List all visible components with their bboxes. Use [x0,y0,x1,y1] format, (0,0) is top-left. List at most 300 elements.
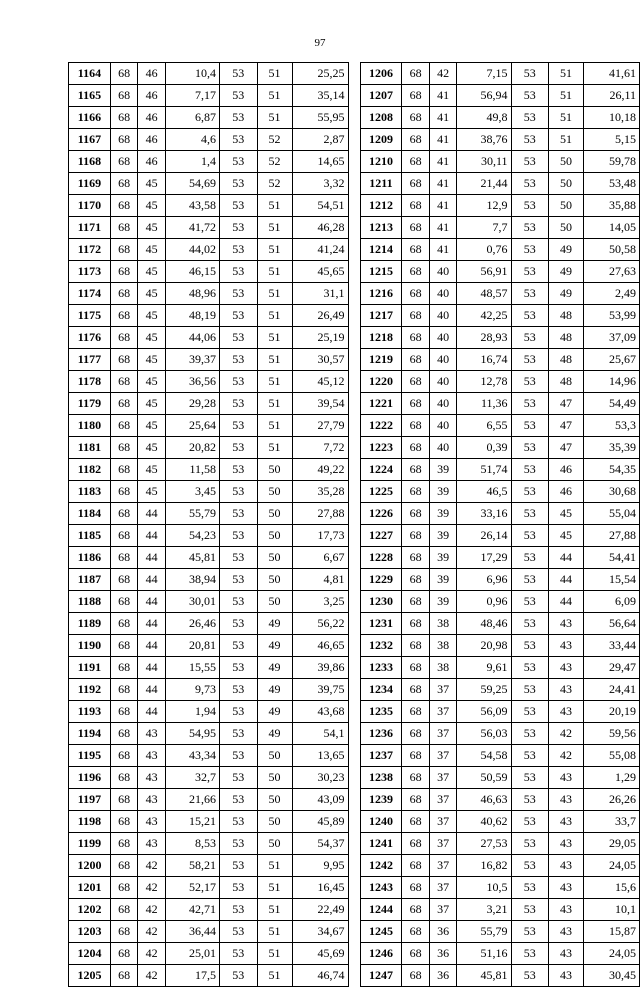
lat-min-cell: 40 [429,393,456,415]
lon-deg-cell: 53 [511,635,549,657]
lon-sec-cell: 45,89 [292,811,348,833]
point-id-cell: 1225 [360,481,402,503]
table-row [69,459,349,481]
lat-sec-cell: 28,93 [457,327,511,349]
lat-deg-cell: 68 [402,195,429,217]
lon-min-cell: 49 [257,701,292,723]
table-row [360,107,640,129]
lat-sec-cell: 17,29 [457,547,511,569]
lat-deg-cell: 68 [110,965,137,987]
table-row [360,569,640,591]
lon-min-cell: 45 [549,503,584,525]
lon-sec-cell: 45,12 [292,371,348,393]
lon-min-cell: 50 [257,569,292,591]
lon-sec-cell: 24,41 [584,679,640,701]
lon-sec-cell: 30,23 [292,767,348,789]
lon-min-cell: 43 [549,877,584,899]
lat-min-cell: 44 [138,701,165,723]
lon-min-cell: 45 [549,525,584,547]
lat-min-cell: 44 [138,613,165,635]
table-row [360,481,640,503]
table-row [69,943,349,965]
lat-deg-cell: 68 [402,767,429,789]
lon-deg-cell: 53 [511,85,549,107]
lat-min-cell: 45 [138,415,165,437]
lat-deg-cell: 68 [402,745,429,767]
lat-deg-cell: 68 [402,437,429,459]
table-row [360,701,640,723]
lat-sec-cell: 1,4 [165,151,219,173]
table-row [69,261,349,283]
lat-deg-cell: 68 [402,393,429,415]
lat-min-cell: 45 [138,481,165,503]
lat-min-cell: 37 [429,701,456,723]
table-row [69,85,349,107]
lon-sec-cell: 39,54 [292,393,348,415]
point-id-cell: 1194 [69,723,111,745]
lat-sec-cell: 6,96 [457,569,511,591]
point-id-cell: 1182 [69,459,111,481]
lon-sec-cell: 41,24 [292,239,348,261]
table-row [69,481,349,503]
lon-sec-cell: 43,09 [292,789,348,811]
lat-deg-cell: 68 [402,85,429,107]
point-id-cell: 1219 [360,349,402,371]
point-id-cell: 1196 [69,767,111,789]
lon-sec-cell: 5,15 [584,129,640,151]
lat-deg-cell: 68 [402,547,429,569]
lon-deg-cell: 53 [220,591,258,613]
point-id-cell: 1199 [69,833,111,855]
lat-sec-cell: 25,64 [165,415,219,437]
point-id-cell: 1192 [69,679,111,701]
lon-sec-cell: 54,35 [584,459,640,481]
lon-sec-cell: 3,25 [292,591,348,613]
lat-sec-cell: 12,9 [457,195,511,217]
lat-sec-cell: 0,96 [457,591,511,613]
lat-min-cell: 46 [138,151,165,173]
lon-deg-cell: 53 [220,635,258,657]
lat-deg-cell: 68 [110,833,137,855]
lon-sec-cell: 24,05 [584,855,640,877]
lon-min-cell: 51 [257,107,292,129]
lat-min-cell: 37 [429,811,456,833]
lon-sec-cell: 24,05 [584,943,640,965]
lat-deg-cell: 68 [402,129,429,151]
lat-sec-cell: 45,81 [457,965,511,987]
lon-deg-cell: 53 [511,239,549,261]
lat-sec-cell: 36,56 [165,371,219,393]
lat-deg-cell: 68 [402,899,429,921]
lat-deg-cell: 68 [110,635,137,657]
lon-min-cell: 48 [549,349,584,371]
lon-sec-cell: 55,95 [292,107,348,129]
point-id-cell: 1183 [69,481,111,503]
lat-min-cell: 39 [429,503,456,525]
lat-deg-cell: 68 [110,63,137,85]
table-row [360,327,640,349]
table-row [360,85,640,107]
lat-min-cell: 42 [138,965,165,987]
lat-deg-cell: 68 [110,723,137,745]
lat-sec-cell: 15,21 [165,811,219,833]
lat-min-cell: 44 [138,657,165,679]
lon-sec-cell: 10,1 [584,899,640,921]
lat-min-cell: 40 [429,283,456,305]
lon-min-cell: 43 [549,921,584,943]
lon-sec-cell: 16,45 [292,877,348,899]
lon-sec-cell: 25,19 [292,327,348,349]
lat-sec-cell: 0,39 [457,437,511,459]
lon-deg-cell: 53 [220,283,258,305]
point-id-cell: 1243 [360,877,402,899]
point-id-cell: 1245 [360,921,402,943]
table-row [360,833,640,855]
lat-min-cell: 43 [138,811,165,833]
lat-min-cell: 37 [429,789,456,811]
lon-min-cell: 49 [257,635,292,657]
lon-deg-cell: 53 [511,855,549,877]
lat-deg-cell: 68 [402,965,429,987]
point-id-cell: 1201 [69,877,111,899]
lon-deg-cell: 53 [220,569,258,591]
lon-deg-cell: 53 [220,305,258,327]
lon-deg-cell: 53 [220,613,258,635]
table-row [360,437,640,459]
lat-min-cell: 45 [138,261,165,283]
lon-deg-cell: 53 [511,503,549,525]
point-id-cell: 1170 [69,195,111,217]
point-id-cell: 1216 [360,283,402,305]
lat-deg-cell: 68 [110,811,137,833]
lon-sec-cell: 33,44 [584,635,640,657]
lon-min-cell: 51 [257,195,292,217]
lon-sec-cell: 59,56 [584,723,640,745]
table-row [360,393,640,415]
lat-sec-cell: 44,06 [165,327,219,349]
lon-sec-cell: 30,45 [584,965,640,987]
lat-sec-cell: 54,23 [165,525,219,547]
lon-min-cell: 43 [549,811,584,833]
lon-min-cell: 51 [257,261,292,283]
lon-deg-cell: 53 [511,173,549,195]
lon-deg-cell: 53 [220,261,258,283]
lat-sec-cell: 44,02 [165,239,219,261]
lat-sec-cell: 56,91 [457,261,511,283]
lon-min-cell: 43 [549,767,584,789]
point-id-cell: 1220 [360,371,402,393]
table-row [360,349,640,371]
lon-sec-cell: 14,65 [292,151,348,173]
point-id-cell: 1242 [360,855,402,877]
lon-min-cell: 43 [549,965,584,987]
table-row [69,129,349,151]
lon-deg-cell: 53 [511,767,549,789]
lon-deg-cell: 53 [511,437,549,459]
lon-deg-cell: 53 [220,129,258,151]
point-id-cell: 1247 [360,965,402,987]
lat-sec-cell: 7,17 [165,85,219,107]
lon-deg-cell: 53 [220,327,258,349]
lon-sec-cell: 27,88 [292,503,348,525]
table-row [360,657,640,679]
point-id-cell: 1235 [360,701,402,723]
table-row [360,899,640,921]
lon-min-cell: 50 [257,547,292,569]
table-body-right [360,63,640,987]
lat-deg-cell: 68 [402,371,429,393]
lon-deg-cell: 53 [511,657,549,679]
lon-min-cell: 51 [257,217,292,239]
lon-sec-cell: 54,49 [584,393,640,415]
lon-min-cell: 50 [257,591,292,613]
lat-sec-cell: 20,81 [165,635,219,657]
lon-min-cell: 51 [257,393,292,415]
table-row [360,613,640,635]
lon-sec-cell: 27,79 [292,415,348,437]
point-id-cell: 1214 [360,239,402,261]
lon-sec-cell: 15,54 [584,569,640,591]
table-row [69,745,349,767]
table-row [360,745,640,767]
lat-sec-cell: 8,53 [165,833,219,855]
lon-sec-cell: 54,41 [584,547,640,569]
table-row [69,503,349,525]
lat-sec-cell: 46,5 [457,481,511,503]
lat-min-cell: 45 [138,305,165,327]
lat-min-cell: 38 [429,613,456,635]
lon-min-cell: 46 [549,459,584,481]
lat-sec-cell: 38,76 [457,129,511,151]
lat-sec-cell: 21,44 [457,173,511,195]
point-id-cell: 1236 [360,723,402,745]
lon-min-cell: 44 [549,547,584,569]
lon-min-cell: 47 [549,437,584,459]
lat-deg-cell: 68 [402,811,429,833]
lon-sec-cell: 20,19 [584,701,640,723]
lat-min-cell: 42 [138,943,165,965]
lat-deg-cell: 68 [110,261,137,283]
lon-deg-cell: 53 [220,503,258,525]
lat-sec-cell: 56,94 [457,85,511,107]
lat-min-cell: 40 [429,415,456,437]
lat-deg-cell: 68 [402,833,429,855]
lat-sec-cell: 10,4 [165,63,219,85]
point-id-cell: 1223 [360,437,402,459]
lon-sec-cell: 22,49 [292,899,348,921]
lat-deg-cell: 68 [402,349,429,371]
point-id-cell: 1171 [69,217,111,239]
lon-deg-cell: 53 [511,965,549,987]
lat-sec-cell: 46,15 [165,261,219,283]
lat-min-cell: 46 [138,85,165,107]
lat-min-cell: 40 [429,261,456,283]
point-id-cell: 1228 [360,547,402,569]
lon-min-cell: 51 [257,415,292,437]
lon-sec-cell: 26,11 [584,85,640,107]
lat-sec-cell: 59,25 [457,679,511,701]
lon-min-cell: 51 [257,63,292,85]
lat-deg-cell: 68 [110,305,137,327]
lat-deg-cell: 68 [402,459,429,481]
lon-min-cell: 44 [549,569,584,591]
lat-deg-cell: 68 [110,613,137,635]
lat-sec-cell: 50,59 [457,767,511,789]
lon-min-cell: 49 [257,679,292,701]
table-row [69,591,349,613]
point-id-cell: 1188 [69,591,111,613]
lat-sec-cell: 55,79 [165,503,219,525]
lon-deg-cell: 53 [220,547,258,569]
point-id-cell: 1164 [69,63,111,85]
table-row [360,965,640,987]
lat-deg-cell: 68 [402,415,429,437]
lon-deg-cell: 53 [220,701,258,723]
lat-sec-cell: 27,53 [457,833,511,855]
lon-deg-cell: 53 [220,855,258,877]
lat-sec-cell: 58,21 [165,855,219,877]
point-id-cell: 1193 [69,701,111,723]
lon-min-cell: 43 [549,657,584,679]
lon-sec-cell: 46,74 [292,965,348,987]
table-row [360,921,640,943]
lon-deg-cell: 53 [511,217,549,239]
lat-deg-cell: 68 [110,525,137,547]
lat-sec-cell: 3,45 [165,481,219,503]
lat-deg-cell: 68 [110,217,137,239]
table-row [360,591,640,613]
lon-min-cell: 52 [257,173,292,195]
lat-sec-cell: 3,21 [457,899,511,921]
lon-sec-cell: 26,26 [584,789,640,811]
lon-deg-cell: 53 [511,745,549,767]
lat-min-cell: 43 [138,789,165,811]
lon-deg-cell: 53 [511,371,549,393]
lon-min-cell: 43 [549,943,584,965]
lon-min-cell: 49 [257,613,292,635]
lat-sec-cell: 46,63 [457,789,511,811]
point-id-cell: 1230 [360,591,402,613]
point-id-cell: 1178 [69,371,111,393]
table-row [360,459,640,481]
lon-deg-cell: 53 [511,349,549,371]
lat-deg-cell: 68 [110,195,137,217]
lon-deg-cell: 53 [220,63,258,85]
lon-min-cell: 42 [549,723,584,745]
lat-min-cell: 41 [429,239,456,261]
lat-min-cell: 42 [138,877,165,899]
lat-sec-cell: 56,03 [457,723,511,745]
lon-min-cell: 47 [549,393,584,415]
lat-min-cell: 39 [429,481,456,503]
lat-deg-cell: 68 [110,789,137,811]
lat-min-cell: 44 [138,503,165,525]
lon-sec-cell: 39,75 [292,679,348,701]
lon-min-cell: 51 [257,239,292,261]
lon-min-cell: 50 [257,767,292,789]
lon-min-cell: 51 [257,855,292,877]
lon-sec-cell: 53,99 [584,305,640,327]
lat-min-cell: 37 [429,745,456,767]
lat-deg-cell: 68 [402,239,429,261]
table-row [360,129,640,151]
lon-min-cell: 48 [549,305,584,327]
table-row [69,239,349,261]
lat-sec-cell: 1,94 [165,701,219,723]
table-row [360,503,640,525]
lon-min-cell: 51 [257,943,292,965]
lon-sec-cell: 43,68 [292,701,348,723]
table-row [69,965,349,987]
lat-deg-cell: 68 [110,415,137,437]
point-id-cell: 1238 [360,767,402,789]
point-id-cell: 1232 [360,635,402,657]
lat-sec-cell: 36,44 [165,921,219,943]
coordinates-table-right [360,62,640,987]
point-id-cell: 1180 [69,415,111,437]
lon-sec-cell: 3,32 [292,173,348,195]
lon-deg-cell: 53 [220,745,258,767]
table-row [69,811,349,833]
lat-sec-cell: 51,74 [457,459,511,481]
point-id-cell: 1190 [69,635,111,657]
table-row [69,921,349,943]
lon-deg-cell: 53 [220,767,258,789]
point-id-cell: 1231 [360,613,402,635]
table-row [69,547,349,569]
table-body-left [69,63,349,987]
table-row [360,63,640,85]
lat-min-cell: 45 [138,195,165,217]
lat-sec-cell: 40,62 [457,811,511,833]
lat-sec-cell: 11,36 [457,393,511,415]
lon-deg-cell: 53 [220,921,258,943]
lat-min-cell: 41 [429,85,456,107]
lat-sec-cell: 55,79 [457,921,511,943]
lat-sec-cell: 49,8 [457,107,511,129]
lat-min-cell: 38 [429,635,456,657]
table-row [360,151,640,173]
point-id-cell: 1172 [69,239,111,261]
lon-deg-cell: 53 [511,261,549,283]
lon-sec-cell: 54,51 [292,195,348,217]
lat-sec-cell: 10,5 [457,877,511,899]
lon-deg-cell: 53 [220,437,258,459]
lon-sec-cell: 15,87 [584,921,640,943]
point-id-cell: 1202 [69,899,111,921]
table-row [69,525,349,547]
table-row [360,855,640,877]
lat-deg-cell: 68 [110,657,137,679]
lon-deg-cell: 53 [511,305,549,327]
lat-deg-cell: 68 [110,921,137,943]
lon-min-cell: 52 [257,151,292,173]
table-row [360,635,640,657]
lat-sec-cell: 48,19 [165,305,219,327]
lat-sec-cell: 16,74 [457,349,511,371]
lon-sec-cell: 29,05 [584,833,640,855]
lon-min-cell: 51 [257,327,292,349]
lon-sec-cell: 56,22 [292,613,348,635]
lat-min-cell: 45 [138,371,165,393]
lat-deg-cell: 68 [110,855,137,877]
point-id-cell: 1229 [360,569,402,591]
lat-min-cell: 39 [429,459,456,481]
lat-deg-cell: 68 [402,723,429,745]
lon-deg-cell: 53 [220,195,258,217]
lat-deg-cell: 68 [110,481,137,503]
lon-min-cell: 49 [257,657,292,679]
